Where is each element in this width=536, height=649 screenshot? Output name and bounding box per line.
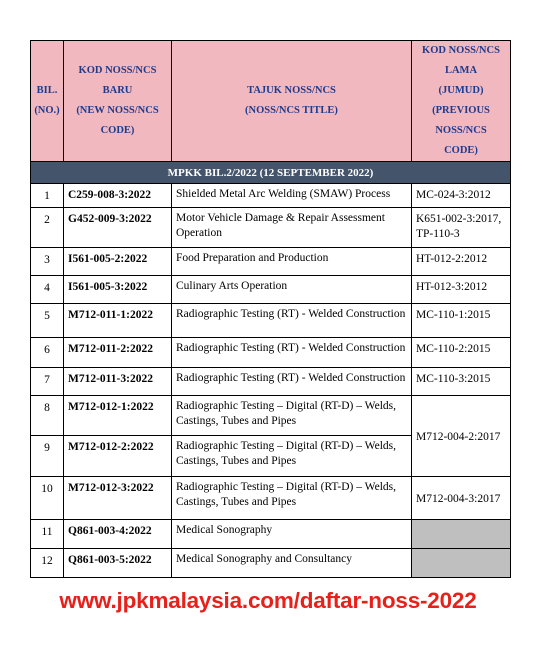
table-row <box>31 208 511 248</box>
row-previous-code-empty <box>412 520 511 549</box>
row-number: 1 <box>31 184 64 208</box>
row-number: 8 <box>31 396 64 436</box>
section-label: MPKK BIL.2/2022 (12 SEPTEMBER 2022) <box>31 162 511 184</box>
table-row <box>31 248 511 276</box>
row-new-code: Q861-003-5:2022 <box>64 549 172 578</box>
table-header-row <box>31 41 511 162</box>
row-previous-code: M712-004-3:2017 <box>412 477 511 520</box>
row-new-code: I561-005-3:2022 <box>64 276 172 304</box>
row-title: Food Preparation and Production <box>172 248 412 276</box>
row-number: 2 <box>31 208 64 248</box>
row-new-code: M712-011-2:2022 <box>64 338 172 368</box>
footer-url: www.jpkmalaysia.com/daftar-noss-2022 <box>59 588 477 613</box>
header-bil: BIL. (NO.) <box>31 41 64 162</box>
row-new-code: M712-011-1:2022 <box>64 304 172 338</box>
row-number: 11 <box>31 520 64 549</box>
row-previous-code: MC-110-1:2015 <box>412 304 511 338</box>
row-previous-code: K651-002-3:2017, TP-110-3 <box>412 208 511 248</box>
row-number: 10 <box>31 477 64 520</box>
table-row <box>31 184 511 208</box>
noss-table <box>30 40 511 578</box>
header-tajuk: TAJUK NOSS/NCS (NOSS/NCS TITLE) <box>172 41 412 162</box>
row-previous-code: MC-110-3:2015 <box>412 368 511 396</box>
row-title: Radiographic Testing (RT) - Welded Construction <box>172 338 412 368</box>
section-row <box>31 162 511 184</box>
row-number: 4 <box>31 276 64 304</box>
row-new-code: Q861-003-4:2022 <box>64 520 172 549</box>
row-number: 7 <box>31 368 64 396</box>
row-title: Culinary Arts Operation <box>172 276 412 304</box>
row-previous-code: HT-012-2:2012 <box>412 248 511 276</box>
table-row <box>31 276 511 304</box>
row-new-code: G452-009-3:2022 <box>64 208 172 248</box>
row-number: 5 <box>31 304 64 338</box>
table-row <box>31 477 511 520</box>
row-new-code: M712-012-3:2022 <box>64 477 172 520</box>
header-kod-lama: KOD NOSS/NCS LAMA (JUMUD) (PREVIOUS NOSS/NCS CODE) <box>412 41 511 162</box>
row-number: 6 <box>31 338 64 368</box>
row-title: Radiographic Testing – Digital (RT-D) – Welds, Castings, Tubes and Pipes <box>172 436 412 477</box>
table-row <box>31 304 511 338</box>
table-row <box>31 338 511 368</box>
row-number: 12 <box>31 549 64 578</box>
table-row <box>31 368 511 396</box>
table-row <box>31 520 511 549</box>
table-row <box>31 396 511 436</box>
row-title: Motor Vehicle Damage & Repair Assessment Operation <box>172 208 412 248</box>
row-previous-code: M712-004-2:2017 <box>412 396 511 477</box>
row-new-code: M712-012-1:2022 <box>64 396 172 436</box>
row-number: 3 <box>31 248 64 276</box>
row-new-code: I561-005-2:2022 <box>64 248 172 276</box>
row-previous-code: MC-110-2:2015 <box>412 338 511 368</box>
row-new-code: M712-012-2:2022 <box>64 436 172 477</box>
row-previous-code: HT-012-3:2012 <box>412 276 511 304</box>
row-previous-code: MC-024-3:2012 <box>412 184 511 208</box>
row-title: Radiographic Testing (RT) - Welded Construction <box>172 368 412 396</box>
row-title: Radiographic Testing (RT) - Welded Construction <box>172 304 412 338</box>
row-title: Radiographic Testing – Digital (RT-D) – Welds, Castings, Tubes and Pipes <box>172 477 412 520</box>
row-title: Medical Sonography <box>172 520 412 549</box>
row-title: Radiographic Testing – Digital (RT-D) – Welds, Castings, Tubes and Pipes <box>172 396 412 436</box>
row-new-code: C259-008-3:2022 <box>64 184 172 208</box>
row-title: Medical Sonography and Consultancy <box>172 549 412 578</box>
table-row <box>31 549 511 578</box>
row-number: 9 <box>31 436 64 477</box>
header-kod-baru: KOD NOSS/NCS BARU (NEW NOSS/NCS CODE) <box>64 41 172 162</box>
row-previous-code-empty <box>412 549 511 578</box>
row-new-code: M712-011-3:2022 <box>64 368 172 396</box>
row-title: Shielded Metal Arc Welding (SMAW) Process <box>172 184 412 208</box>
